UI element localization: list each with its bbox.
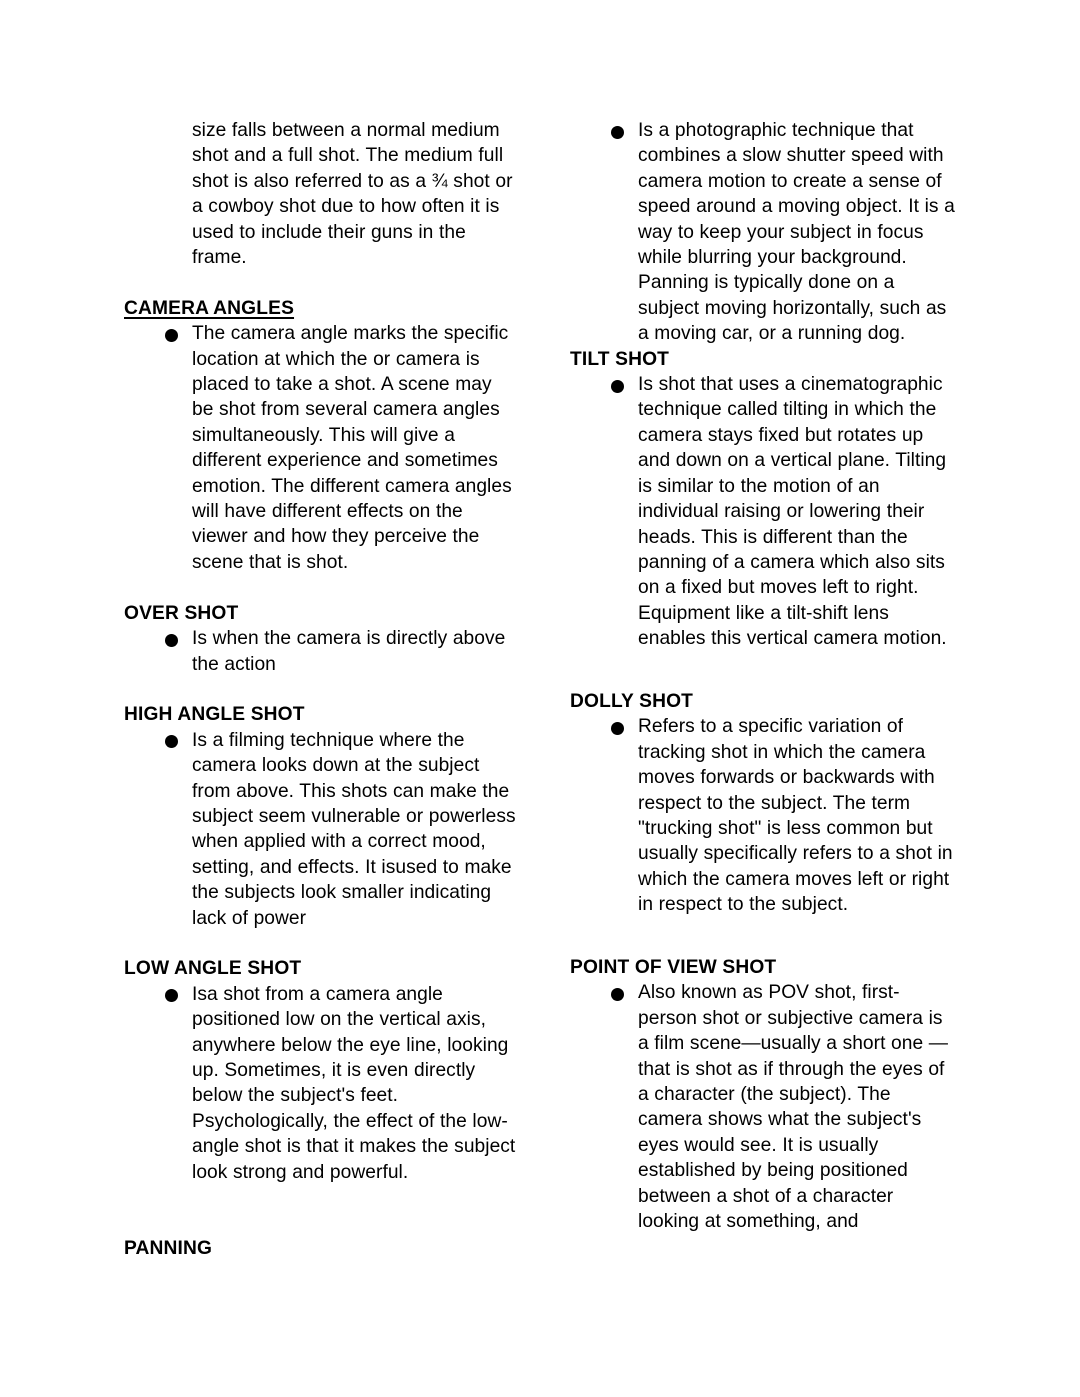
list-item	[570, 372, 958, 651]
heading-dolly-shot: DOLLY SHOT	[570, 690, 694, 712]
heading-panning: PANNING	[124, 1237, 213, 1259]
left-column	[124, 118, 516, 1261]
bullet-dot-icon	[611, 722, 624, 735]
heading-camera-angles: CAMERA ANGLES	[124, 297, 295, 319]
section-spacer	[124, 1210, 516, 1235]
heading-over-shot: OVER SHOT	[124, 602, 239, 624]
continued-paragraph-left: size falls between a normal medium shot and a full shot. The medium full shot is also referred to as a ¾ shot or a cowboy shot due to how often it is used to include their guns in the frame.	[192, 120, 513, 269]
section-spacer	[124, 575, 516, 600]
list-item-text: Is when the camera is directly above the action	[192, 628, 506, 675]
heading-tilt-shot: TILT SHOT	[570, 348, 670, 370]
section-spacer	[124, 1185, 516, 1210]
section-spacer	[570, 918, 958, 943]
bullet-dot-icon	[611, 126, 624, 139]
list-item-text: Is shot that uses a cinematographic technique called tilting in which the camera stays fixed but rotates up and down on a vertical plane. Tilting is similar to the motion of an individual raising or lowering their heads. This is different than the panning of a camera which also sits on a fixed but moves left to right. Equipment like a tilt-shift lens enables this vertical camera motion.	[638, 374, 947, 650]
section-spacer	[124, 931, 516, 956]
list-item-continued	[570, 118, 958, 347]
section-spacer	[570, 677, 958, 689]
section-spacer	[570, 943, 958, 955]
heading-high-angle-shot: HIGH ANGLE SHOT	[124, 704, 305, 726]
list-item	[570, 714, 958, 917]
bullet-dot-icon	[165, 329, 178, 342]
list-item-text: Refers to a specific variation of tracking shot in which the camera moves forwards or backwards with respect to the subject. The term "trucking shot" is less common but usually specifically refers to a shot in which the camera moves left or right in respect to the subject.	[638, 716, 953, 916]
list-item	[124, 982, 516, 1185]
list-item-text: Is a photographic technique that combines a slow shutter speed with camera motion to create a sense of speed around a moving object. It is a way to keep your subject in focus while blurring your background. Panning is typically done on a subject moving horizontally, such as a moving car, or a running dog.	[638, 120, 955, 345]
section-spacer	[570, 652, 958, 677]
section-spacer	[124, 270, 516, 295]
right-column	[570, 118, 958, 1234]
list-item	[124, 321, 516, 575]
list-item-text: Isa shot from a camera angle positioned low on the vertical axis, anywhere below the eye line, looking up. Sometimes, it is even directly below the subject's feet. Psychologically, the effect of the low-angle shot is that it makes the subject look strong and powerful.	[192, 983, 516, 1183]
bullet-dot-icon	[165, 989, 178, 1002]
list-item	[570, 980, 958, 1234]
section-spacer	[124, 677, 516, 702]
bullet-dot-icon	[165, 735, 178, 748]
bullet-dot-icon	[611, 380, 624, 393]
bullet-dot-icon	[165, 634, 178, 647]
heading-low-angle-shot: LOW ANGLE SHOT	[124, 958, 302, 980]
bullet-dot-icon	[611, 988, 624, 1001]
list-item-text: Also known as POV shot, first-person shot or subjective camera is a film scene—usually a short one —that is shot as if through the eyes of a character (the subject). The camera shows what the subject's eyes would see. It is usually established by being positioned between a shot of a character looking at something, and	[638, 982, 949, 1233]
list-item	[124, 728, 516, 931]
list-item-text: Is a filming technique where the camera looks down at the subject from above. This shots can make the subject seem vulnerable or powerless when applied with a correct mood, setting, and effects. It isused to make the subjects look smaller indicating lack of power	[192, 729, 516, 929]
list-item	[124, 626, 516, 677]
list-item-text: The camera angle marks the specific location at which the or camera is placed to take a shot. A scene may be shot from several camera angles simultaneously. This will give a different experience and sometimes emotion. The different camera angles will have different effects on the viewer and how they perceive the scene that is shot.	[192, 323, 512, 573]
heading-point-of-view-shot: POINT OF VIEW SHOT	[570, 956, 777, 978]
